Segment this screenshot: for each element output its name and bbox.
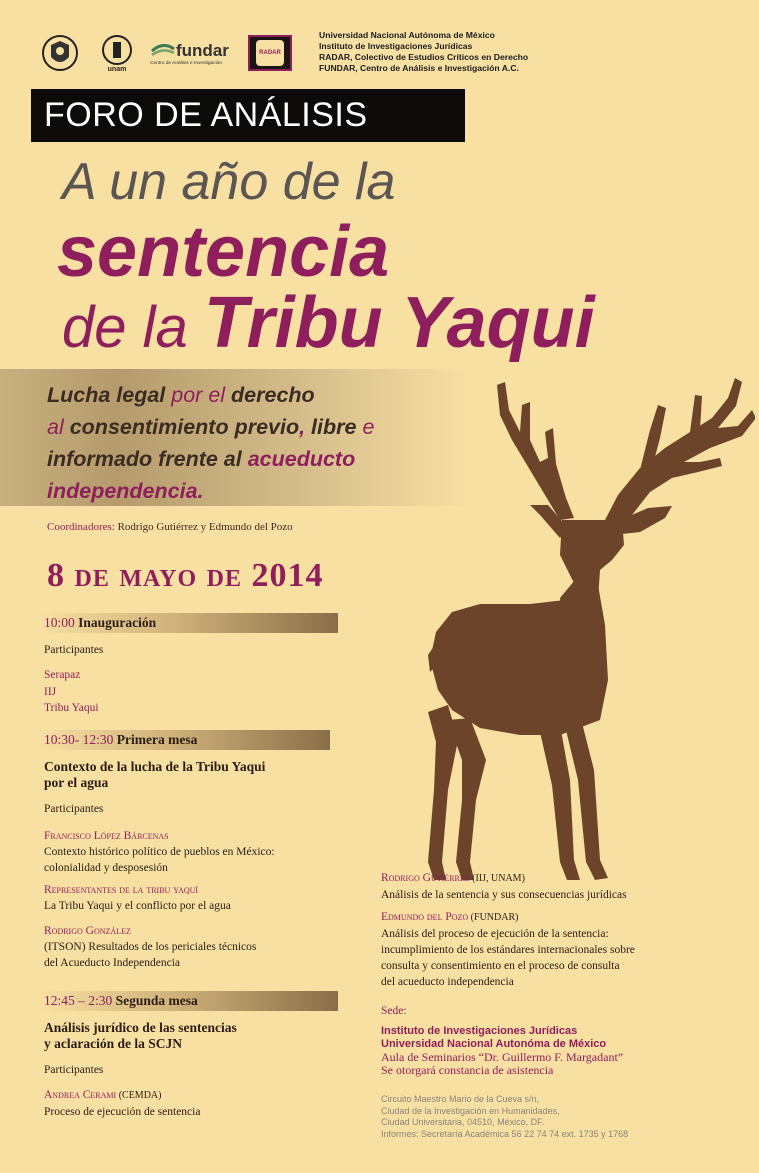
panel2-time-bar — [40, 991, 338, 1011]
institution-line: RADAR, Colectivo de Estudios Críticos en Derecho — [319, 52, 529, 62]
speaker-talk: Contexto histórico político de pueblos en México: — [44, 846, 275, 858]
panel2-topic-line: y aclaración de la SCJN — [44, 1036, 182, 1051]
speaker-name: Rodrigo González — [44, 925, 131, 937]
panel1-speaker — [44, 828, 275, 876]
speaker-talk: Análisis de la sentencia y sus consecuencias jurídicas — [381, 889, 627, 901]
speaker-affiliation: (CEMDA) — [116, 1090, 162, 1101]
event-type-banner: FORO DE ANÁLISIS — [31, 89, 465, 142]
fundar-logo-icon — [150, 43, 176, 59]
speaker-affiliation: (FUNDAR) — [468, 912, 519, 923]
title-line-1: A un año de la — [62, 153, 396, 211]
speaker-name: Representantes de la tribu yaquí — [44, 884, 199, 896]
title-line-2: sentencia — [57, 212, 390, 292]
unam-crest-icon — [41, 33, 79, 73]
radar-logo — [247, 30, 293, 76]
radar-logo-icon — [248, 35, 292, 71]
institutions-list — [319, 30, 528, 74]
title-line-3 — [62, 283, 595, 368]
panel2-speaker — [381, 870, 627, 903]
speaker-name: Francisco López Bárcenas — [44, 830, 169, 842]
address-line: Ciudad Universitaria, 04510, México, DF. — [381, 1117, 545, 1127]
event-date: 8 de mayo de 2014 — [47, 557, 324, 594]
speaker-talk: colonialidad y desposesión — [44, 862, 168, 874]
radar-logo-text: RADAR — [259, 50, 281, 56]
speaker-name: Edmundo del Pozo — [381, 911, 469, 923]
subtitle-part: por el — [171, 383, 232, 407]
panel1-participants-label: Participantes — [44, 803, 104, 815]
panel1-speaker — [44, 882, 231, 914]
iij-unam-text: unam — [107, 65, 127, 73]
address-line: Informes: Secretaría Académica 56 22 74 74 ext. 1735 y 1768 — [381, 1128, 629, 1139]
address-line: Circuito Maestro Mario de la Cueva s/n, — [381, 1094, 540, 1104]
unam-crest-logo — [40, 30, 80, 76]
speaker-talk: Proceso de ejecución de sentencia — [44, 1106, 201, 1118]
title-line-3a: de la — [62, 295, 204, 360]
panel2-speaker — [381, 909, 635, 990]
coordinators-names: Rodrigo Gutiérrez y Edmundo del Pozo — [117, 521, 293, 533]
subtitle-part: libre — [311, 415, 363, 439]
subtitle — [47, 379, 477, 507]
address-line: Ciudad de la Investigación en Humanidades, — [381, 1105, 560, 1116]
subtitle-part: acueducto — [247, 447, 356, 471]
panel2-label: Segunda mesa — [115, 993, 198, 1008]
subtitle-part: , — [299, 415, 312, 439]
coordinators — [47, 521, 293, 533]
speaker-talk: incumplimiento de los estándares internacionales sobre — [381, 944, 635, 956]
panel2-participants-label: Participantes — [44, 1064, 104, 1076]
speaker-talk: consulta y consentimiento en el proceso de consulta — [381, 960, 620, 972]
opening-participant: Tribu Yaqui — [44, 702, 99, 714]
subtitle-part: informado frente al — [47, 447, 248, 471]
title-line-3b: Tribu Yaqui — [203, 283, 595, 363]
opening-participants-label: Participantes — [44, 644, 104, 656]
coordinators-label: Coordinadores: — [47, 521, 115, 533]
panel1-time: 10:30- 12:30 — [44, 732, 114, 747]
subtitle-part: derecho — [231, 383, 315, 407]
venue-line: Se otorgará constancia de asistencia — [381, 1063, 554, 1077]
fundar-name: fundar — [176, 40, 229, 60]
opening-time: 10:00 — [44, 615, 75, 630]
subtitle-part: independencia. — [47, 479, 204, 503]
venue-line: Aula de Seminarios “Dr. Guillermo F. Margadant” — [381, 1050, 624, 1064]
fundar-logo — [150, 30, 232, 76]
subtitle-part: consentimiento previo — [69, 415, 300, 439]
venue-label: Sede: — [381, 1005, 407, 1017]
opening-time-bar — [40, 613, 338, 633]
panel1-topic-line: por el agua — [44, 775, 109, 790]
panel1-topic-line: Contexto de la lucha de la Tribu Yaqui — [44, 759, 266, 774]
venue-info — [381, 1025, 623, 1077]
venue-address — [381, 1094, 628, 1140]
opening-participant: IIJ — [44, 686, 57, 698]
speaker-talk: La Tribu Yaqui y el conflicto por el agua — [44, 900, 231, 912]
panel1-topic — [44, 759, 265, 791]
speaker-talk: Análisis del proceso de ejecución de la sentencia: — [381, 928, 609, 940]
panel2-topic — [44, 1020, 237, 1052]
subtitle-part: Lucha legal — [47, 383, 172, 407]
speaker-talk: del Acueducto Independencia — [44, 957, 181, 969]
subtitle-part: e — [362, 415, 375, 439]
iij-unam-logo — [97, 30, 137, 76]
opening-label: Inauguración — [78, 615, 157, 630]
panel2-topic-line: Análisis jurídico de las sentencias — [44, 1020, 237, 1035]
venue-line: Universidad Nacional Autonóma de México — [381, 1038, 607, 1050]
speaker-talk: del acueducto independencia — [381, 976, 514, 988]
opening-participant: Serapaz — [44, 669, 81, 681]
panel2-time: 12:45 – 2:30 — [44, 993, 113, 1008]
panel1-speaker — [44, 923, 256, 971]
speaker-talk: (ITSON) Resultados de los periciales técnicos — [44, 941, 257, 953]
venue-line: Instituto de Investigaciones Jurídicas — [381, 1025, 578, 1037]
fundar-tagline: Centro de Análisis e Investigación — [150, 60, 222, 66]
panel1-label: Primera mesa — [116, 732, 198, 747]
speaker-name: Rodrigo Gutiérrez — [381, 872, 470, 884]
institution-line: Universidad Nacional Autónoma de México — [319, 30, 495, 40]
speaker-name: Andrea Cerami — [44, 1089, 117, 1101]
speaker-affiliation: (IIJ, UNAM) — [469, 873, 525, 884]
institution-line: FUNDAR, Centro de Análisis e Investigación A.C. — [319, 63, 519, 73]
subtitle-part: al — [47, 415, 70, 439]
panel2-speaker — [44, 1087, 200, 1120]
panel1-time-bar — [40, 730, 330, 750]
iij-unam-icon — [101, 34, 133, 66]
institution-line: Instituto de Investigaciones Jurídicas — [319, 41, 473, 51]
